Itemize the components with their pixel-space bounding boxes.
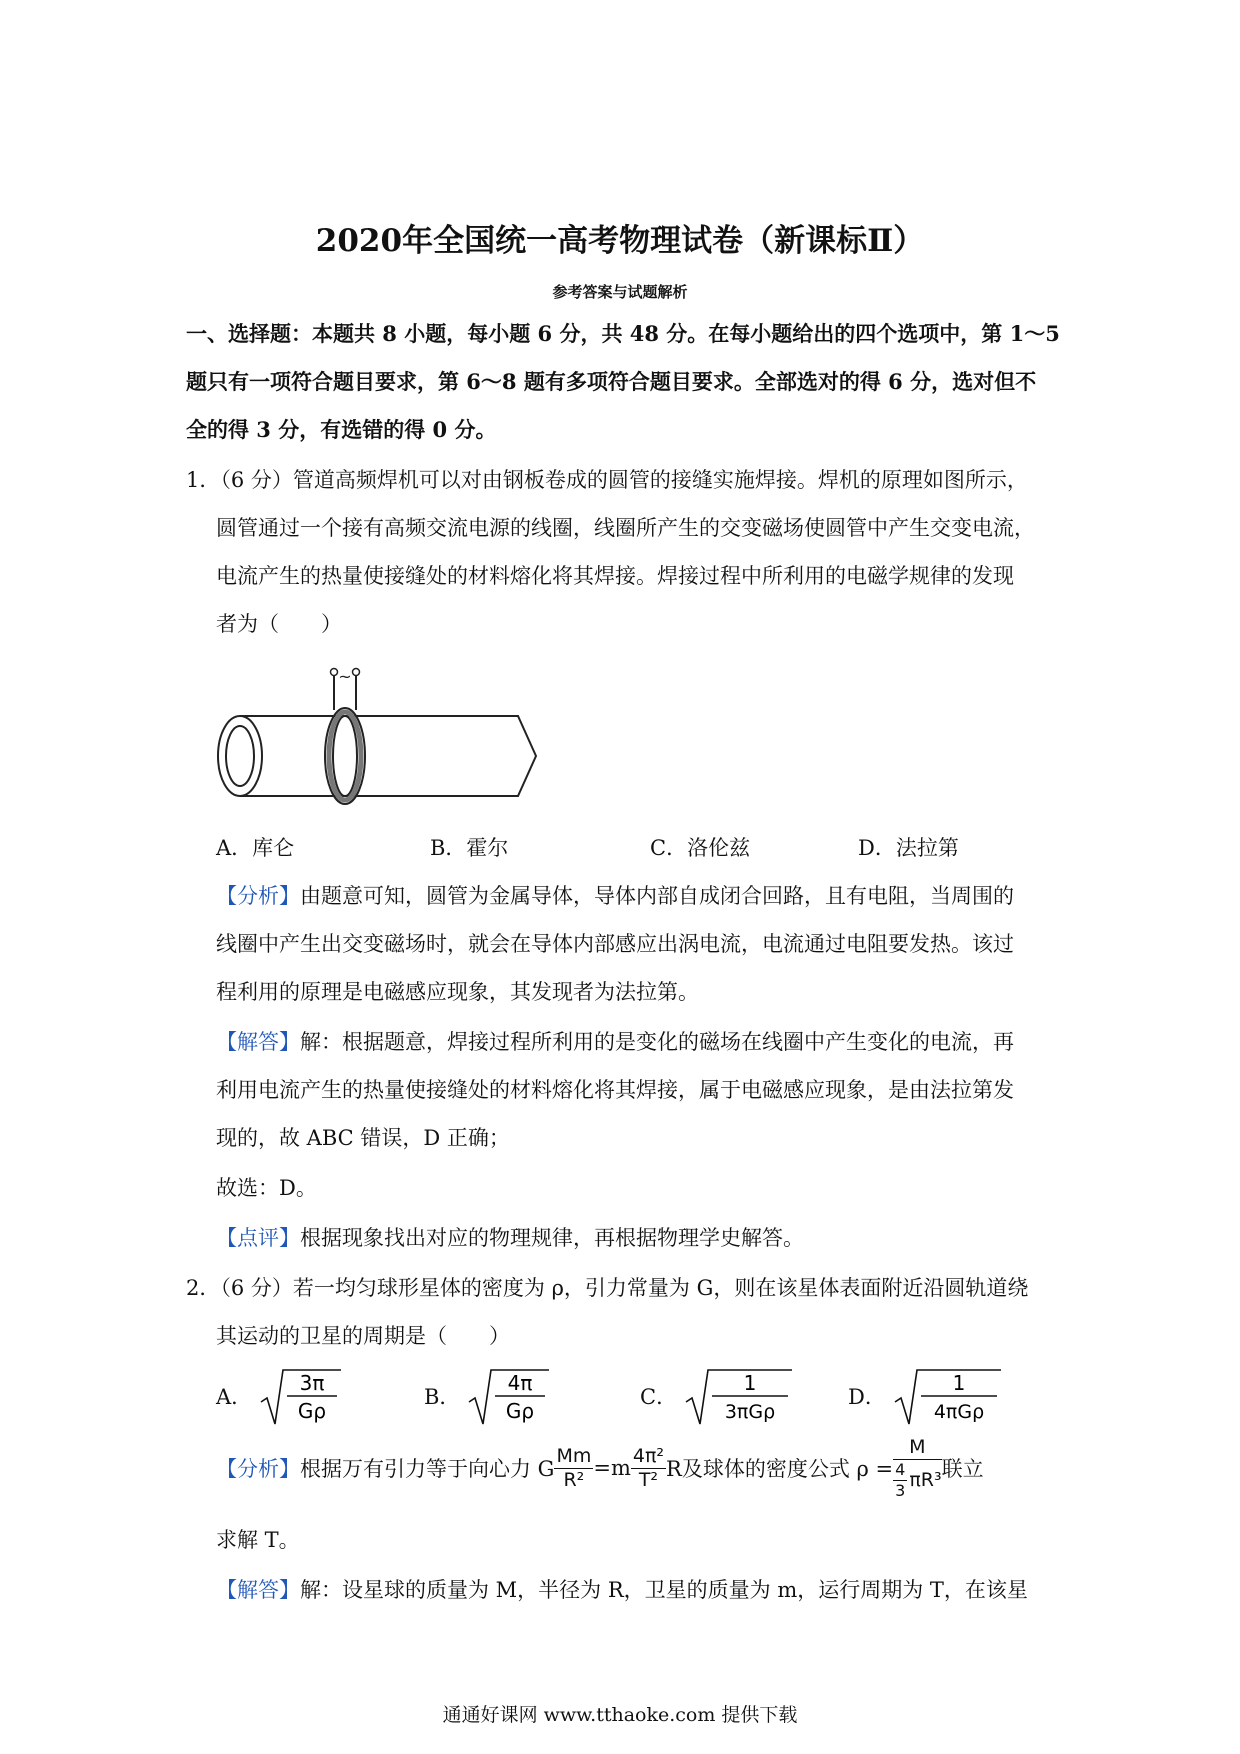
analysis-tag: 【分析】 bbox=[216, 884, 300, 908]
pipe-body bbox=[240, 716, 536, 796]
coil-inner bbox=[333, 716, 357, 796]
q2-answer-line-1: 【解答】解：设星球的质量为 M，半径为 R，卫星的质量为 m，运行周期为 T，在该星 bbox=[216, 1578, 1028, 1602]
sqrt-fraction-a bbox=[259, 1366, 341, 1426]
answer-tag: 【解答】 bbox=[216, 1030, 300, 1054]
section-heading-line-2: 题只有一项符合题目要求，第 6～8 题有多项符合题目要求。全部选对的得 6 分，选对但不 bbox=[186, 369, 1037, 394]
page-subtitle: 参考答案与试题解析 bbox=[552, 283, 688, 301]
sqrt-fraction-c bbox=[684, 1366, 794, 1426]
terminal-left bbox=[331, 669, 338, 676]
analysis-tag: 【分析】 bbox=[216, 1457, 300, 1481]
formula-density: M $\frac{4}{3}$ πR³ bbox=[895, 1435, 942, 1500]
q2-option-a: A． 3π Gρ bbox=[216, 1366, 341, 1426]
svg-text:3πGρ: 3πGρ bbox=[724, 1401, 775, 1423]
page-title: 2020年全国统一高考物理试卷（新课标Ⅱ） bbox=[315, 223, 925, 259]
formula-mm-over-r2: $\frac{Mm}{\text{R²}}$ bbox=[556, 1444, 592, 1491]
terminal-right bbox=[353, 669, 360, 676]
q2-analysis-line-2: 求解 T。 bbox=[216, 1528, 300, 1552]
q1-answer-line-1: 【解答】解：根据题意，焊接过程所利用的是变化的磁场在线圈中产生变化的电流，再 bbox=[216, 1030, 1014, 1054]
answer-tag: 【解答】 bbox=[216, 1578, 300, 1602]
q1-option-d: D．法拉第 bbox=[858, 836, 959, 860]
q1-answer-line-4: 故选：D。 bbox=[216, 1176, 317, 1200]
page-footer: 通通好课网 www.tthaoke.com 提供下载 bbox=[442, 1704, 798, 1726]
pipe-end-inner bbox=[226, 726, 254, 786]
q1-analysis-line-1: 【分析】由题意可知，圆管为金属导体，导体内部自成闭合回路，且有电阻，当周围的 bbox=[216, 884, 1014, 908]
q1-option-a: A．库仑 bbox=[216, 836, 295, 860]
svg-text:1: 1 bbox=[743, 1371, 757, 1395]
q1-stem-line-2: 圆管通过一个接有高频交流电源的线圈，线圈所产生的交变磁场使圆管中产生交变电流， bbox=[216, 516, 1035, 540]
q1-stem-line-3: 电流产生的热量使接缝处的材料熔化将其焊接。焊接过程中所利用的电磁学规律的发现 bbox=[216, 564, 1014, 588]
svg-text:Gρ: Gρ bbox=[297, 1399, 326, 1423]
formula-4pi2-over-t2: $\frac{\text{4π²}}{\text{T²}}$ bbox=[632, 1444, 665, 1491]
q2-analysis-line-1: 【分析】 根据万有引力等于向心力 G $\frac{Mm}{\text{R²}}$ =m $\frac{\text{4π²}}{\text{T²}}$ R及球体的密度公式 ρ = M $\frac{4}{3}$ πR³ 联立 bbox=[216, 1435, 984, 1500]
svg-text:1: 1 bbox=[952, 1371, 965, 1395]
svg-text:Gρ: Gρ bbox=[506, 1399, 535, 1423]
pipe-end-outer bbox=[218, 716, 262, 796]
q1-option-b: B．霍尔 bbox=[430, 836, 509, 860]
q1-comment-line: 【点评】根据现象找出对应的物理规律，再根据物理学史解答。 bbox=[216, 1226, 804, 1250]
q2-option-d: D． 1 4πGρ bbox=[848, 1366, 1003, 1426]
q1-option-c: C．洛伦兹 bbox=[650, 836, 751, 860]
comment-tag: 【点评】 bbox=[216, 1226, 300, 1250]
q2-option-c: C． 1 3πGρ bbox=[640, 1366, 794, 1426]
q1-stem-line-1: 1．（6 分）管道高频焊机可以对由钢板卷成的圆管的接缝实施焊接。焊机的原理如图所示， bbox=[186, 468, 1028, 492]
q1-analysis-line-3: 程利用的原理是电磁感应现象，其发现者为法拉第。 bbox=[216, 980, 699, 1004]
sqrt-fraction-d bbox=[893, 1366, 1003, 1426]
q2-option-b: B． 4π Gρ bbox=[424, 1366, 549, 1426]
svg-text:3π: 3π bbox=[299, 1371, 325, 1395]
q1-analysis-line-2: 线圈中产生出交变磁场时，就会在导体内部感应出涡电流，电流通过电阻要发热。该过 bbox=[216, 932, 1014, 956]
section-heading-line-1: 一、选择题：本题共 8 小题，每小题 6 分，共 48 分。在每小题给出的四个选项中，第 1～5 bbox=[186, 321, 1060, 346]
q2-stem-line-2: 其运动的卫星的周期是（ ） bbox=[216, 1324, 510, 1348]
sqrt-fraction-b bbox=[467, 1366, 549, 1426]
q1-stem-line-4: 者为（ ） bbox=[216, 612, 342, 636]
q1-answer-line-3: 现的，故 ABC 错误，D 正确； bbox=[216, 1126, 510, 1150]
q1-answer-line-2: 利用电流产生的热量使接缝处的材料熔化将其焊接，属于电磁感应现象，是由法拉第发 bbox=[216, 1078, 1014, 1102]
svg-text:4πGρ: 4πGρ bbox=[933, 1401, 984, 1423]
pipe-coil-figure bbox=[210, 660, 540, 820]
svg-text:4π: 4π bbox=[507, 1371, 533, 1395]
ac-symbol: ~ bbox=[338, 667, 352, 686]
section-heading-line-3: 全的得 3 分，有选错的得 0 分。 bbox=[186, 417, 497, 442]
q2-stem-line-1: 2．（6 分）若一均匀球形星体的密度为 ρ，引力常量为 G，则在该星体表面附近沿圆轨道绕 bbox=[186, 1276, 1029, 1300]
